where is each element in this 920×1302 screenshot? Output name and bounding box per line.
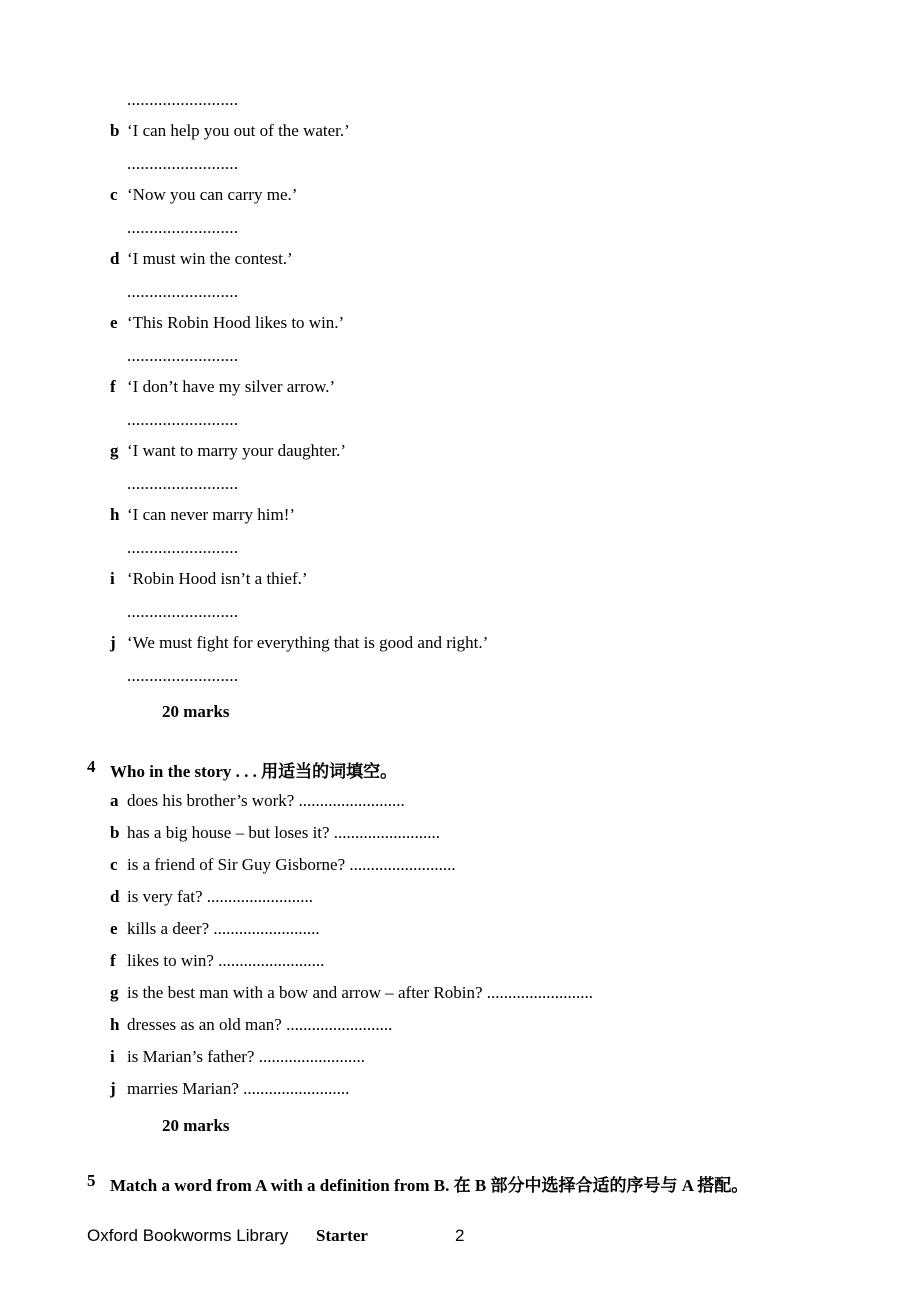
q4-item-text: is very fat? ......................... <box>127 887 314 906</box>
q4-item-text: does his brother’s work? ......................... <box>127 791 405 810</box>
q3-item-letter: f <box>110 377 116 396</box>
q3-marks: 20 marks <box>162 702 230 721</box>
q3-item-answer-line: ......................... <box>127 666 239 685</box>
q4-item-text: is Marian’s father? ......................... <box>127 1047 365 1066</box>
footer-series: Oxford Bookworms Library <box>87 1226 289 1245</box>
q4-number: 4 <box>87 757 96 776</box>
page-number: 2 <box>455 1226 465 1245</box>
q3-item-letter: b <box>110 121 120 140</box>
q4-item-letter: b <box>110 823 120 842</box>
q3-item-letter: g <box>110 441 119 460</box>
q3-item-text: ‘I can never marry him!’ <box>127 505 296 524</box>
q3-item-letter: i <box>110 569 115 588</box>
q5-number: 5 <box>87 1171 96 1190</box>
q4-item-letter: e <box>110 919 118 938</box>
q4-item-letter: h <box>110 1015 120 1034</box>
q3-item-answer-line: ......................... <box>127 474 239 493</box>
q4-item-letter: g <box>110 983 119 1002</box>
q3-item-text: ‘I must win the contest.’ <box>127 249 293 268</box>
q3-item-answer-line: ......................... <box>127 602 239 621</box>
q5-title: Match a word from A with a definition from B. 在 B 部分中选择合适的序号与 A 搭配。 <box>110 1176 749 1195</box>
q3-item-answer-line: ......................... <box>127 218 239 237</box>
q3-item-a-answer-line: ......................... <box>127 90 239 109</box>
q3-item-letter: e <box>110 313 118 332</box>
q4-item-text: marries Marian? ......................... <box>127 1079 350 1098</box>
q4-item-text: dresses as an old man? ......................... <box>127 1015 393 1034</box>
q4-item-letter: d <box>110 887 120 906</box>
q3-item-text: ‘I want to marry your daughter.’ <box>127 441 347 460</box>
q3-item-letter: h <box>110 505 120 524</box>
q4-item-letter: f <box>110 951 116 970</box>
q4-title: Who in the story . . . 用适当的词填空。 <box>110 762 398 781</box>
q3-item-text: ‘This Robin Hood likes to win.’ <box>127 313 345 332</box>
q3-item-answer-line: ......................... <box>127 154 239 173</box>
q3-item-text: ‘I don’t have my silver arrow.’ <box>127 377 336 396</box>
q3-item-text: ‘I can help you out of the water.’ <box>127 121 350 140</box>
q4-item-text: is a friend of Sir Guy Gisborne? ......................... <box>127 855 456 874</box>
q4-item-letter: j <box>110 1079 116 1098</box>
q3-item-answer-line: ......................... <box>127 282 239 301</box>
q3-item-text: ‘Robin Hood isn’t a thief.’ <box>127 569 308 588</box>
q3-item-answer-line: ......................... <box>127 346 239 365</box>
q4-item-letter: i <box>110 1047 115 1066</box>
q3-item-answer-line: ......................... <box>127 538 239 557</box>
q3-item-text: ‘Now you can carry me.’ <box>127 185 298 204</box>
q4-marks: 20 marks <box>162 1116 230 1135</box>
q3-item-letter: j <box>110 633 116 652</box>
q4-item-letter: c <box>110 855 118 874</box>
q3-item-letter: d <box>110 249 120 268</box>
q4-item-letter: a <box>110 791 119 810</box>
q3-item-answer-line: ......................... <box>127 410 239 429</box>
q4-item-text: likes to win? ......................... <box>127 951 325 970</box>
q4-item-text: is the best man with a bow and arrow – after Robin? ......................... <box>127 983 593 1002</box>
footer-level: Starter <box>316 1226 368 1245</box>
q4-item-text: has a big house – but loses it? ......................... <box>127 823 441 842</box>
q3-item-letter: c <box>110 185 118 204</box>
q4-item-text: kills a deer? ......................... <box>127 919 320 938</box>
q3-item-text: ‘We must fight for everything that is good and right.’ <box>127 633 489 652</box>
